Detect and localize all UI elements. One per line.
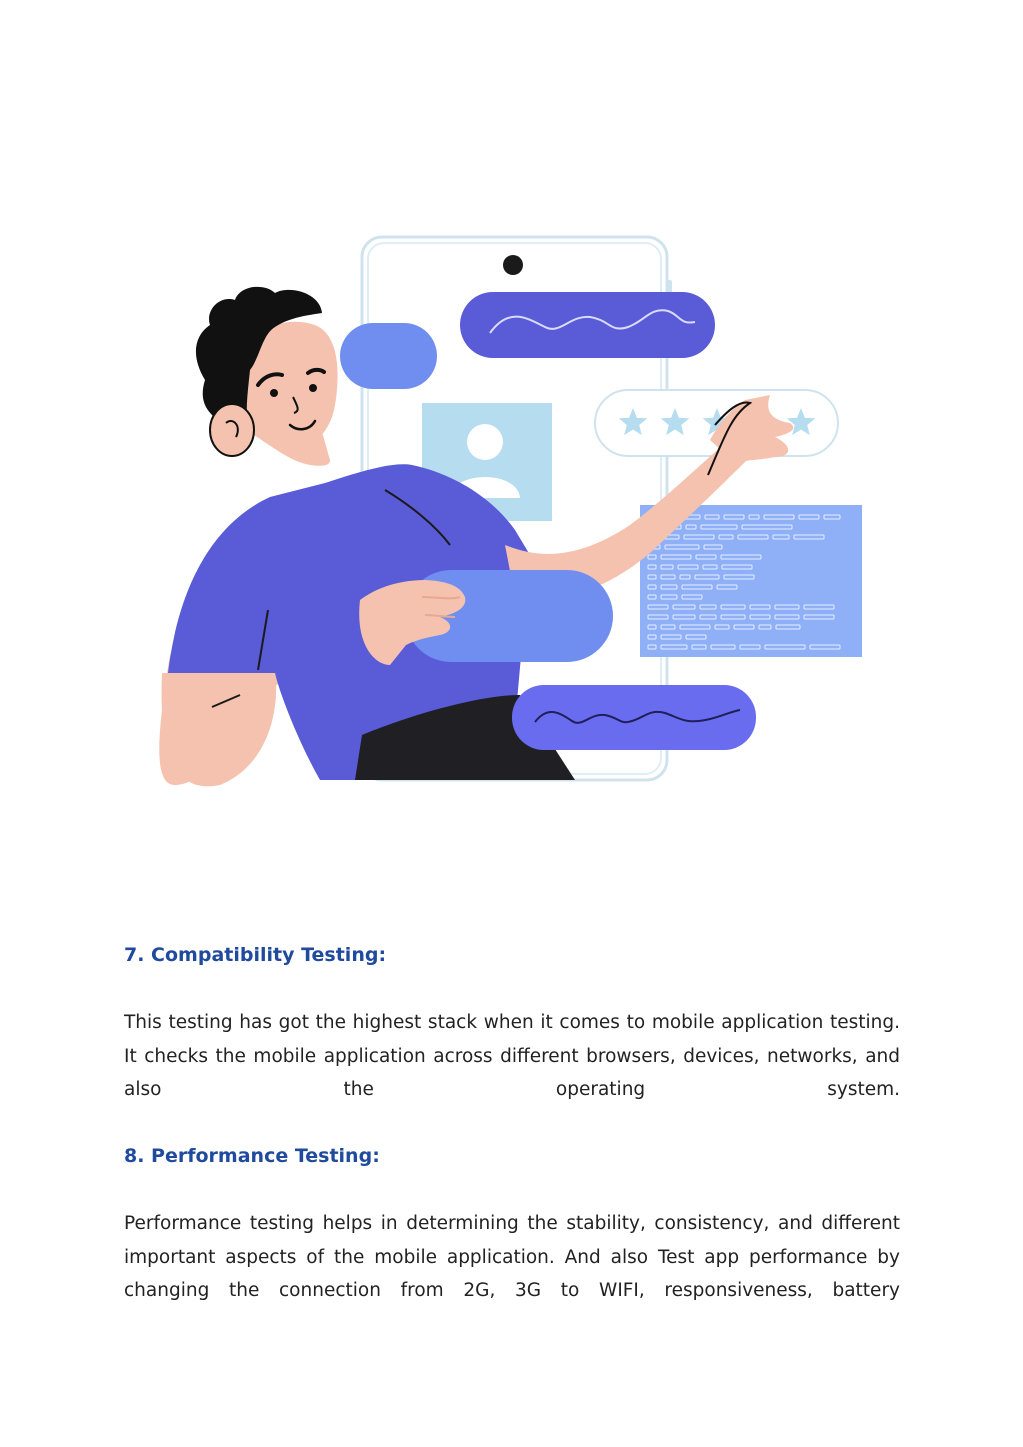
message-bubble-top [460, 292, 715, 358]
section-paragraph: This testing has got the highest stack when it comes to mobile application testing. It checks the mobile application across different browsers, devices, networks, and also the operating system. [124, 1012, 900, 1100]
section-paragraph: Performance testing helps in determining the stability, consistency, and different important aspects of the mobile application. And also Test app performance by changing the connection from 2G, 3G to WIFI, responsiveness, battery [124, 1213, 900, 1301]
chat-bubble-middle [359, 570, 613, 665]
section-heading: 8. Performance Testing: [124, 1145, 380, 1167]
section-heading: 7. Compatibility Testing: [124, 944, 387, 966]
message-bubble-bottom [512, 685, 756, 750]
mobile-testing-illustration [150, 225, 880, 805]
chat-bubble-left [340, 323, 437, 389]
camera-dot-icon [503, 255, 523, 275]
